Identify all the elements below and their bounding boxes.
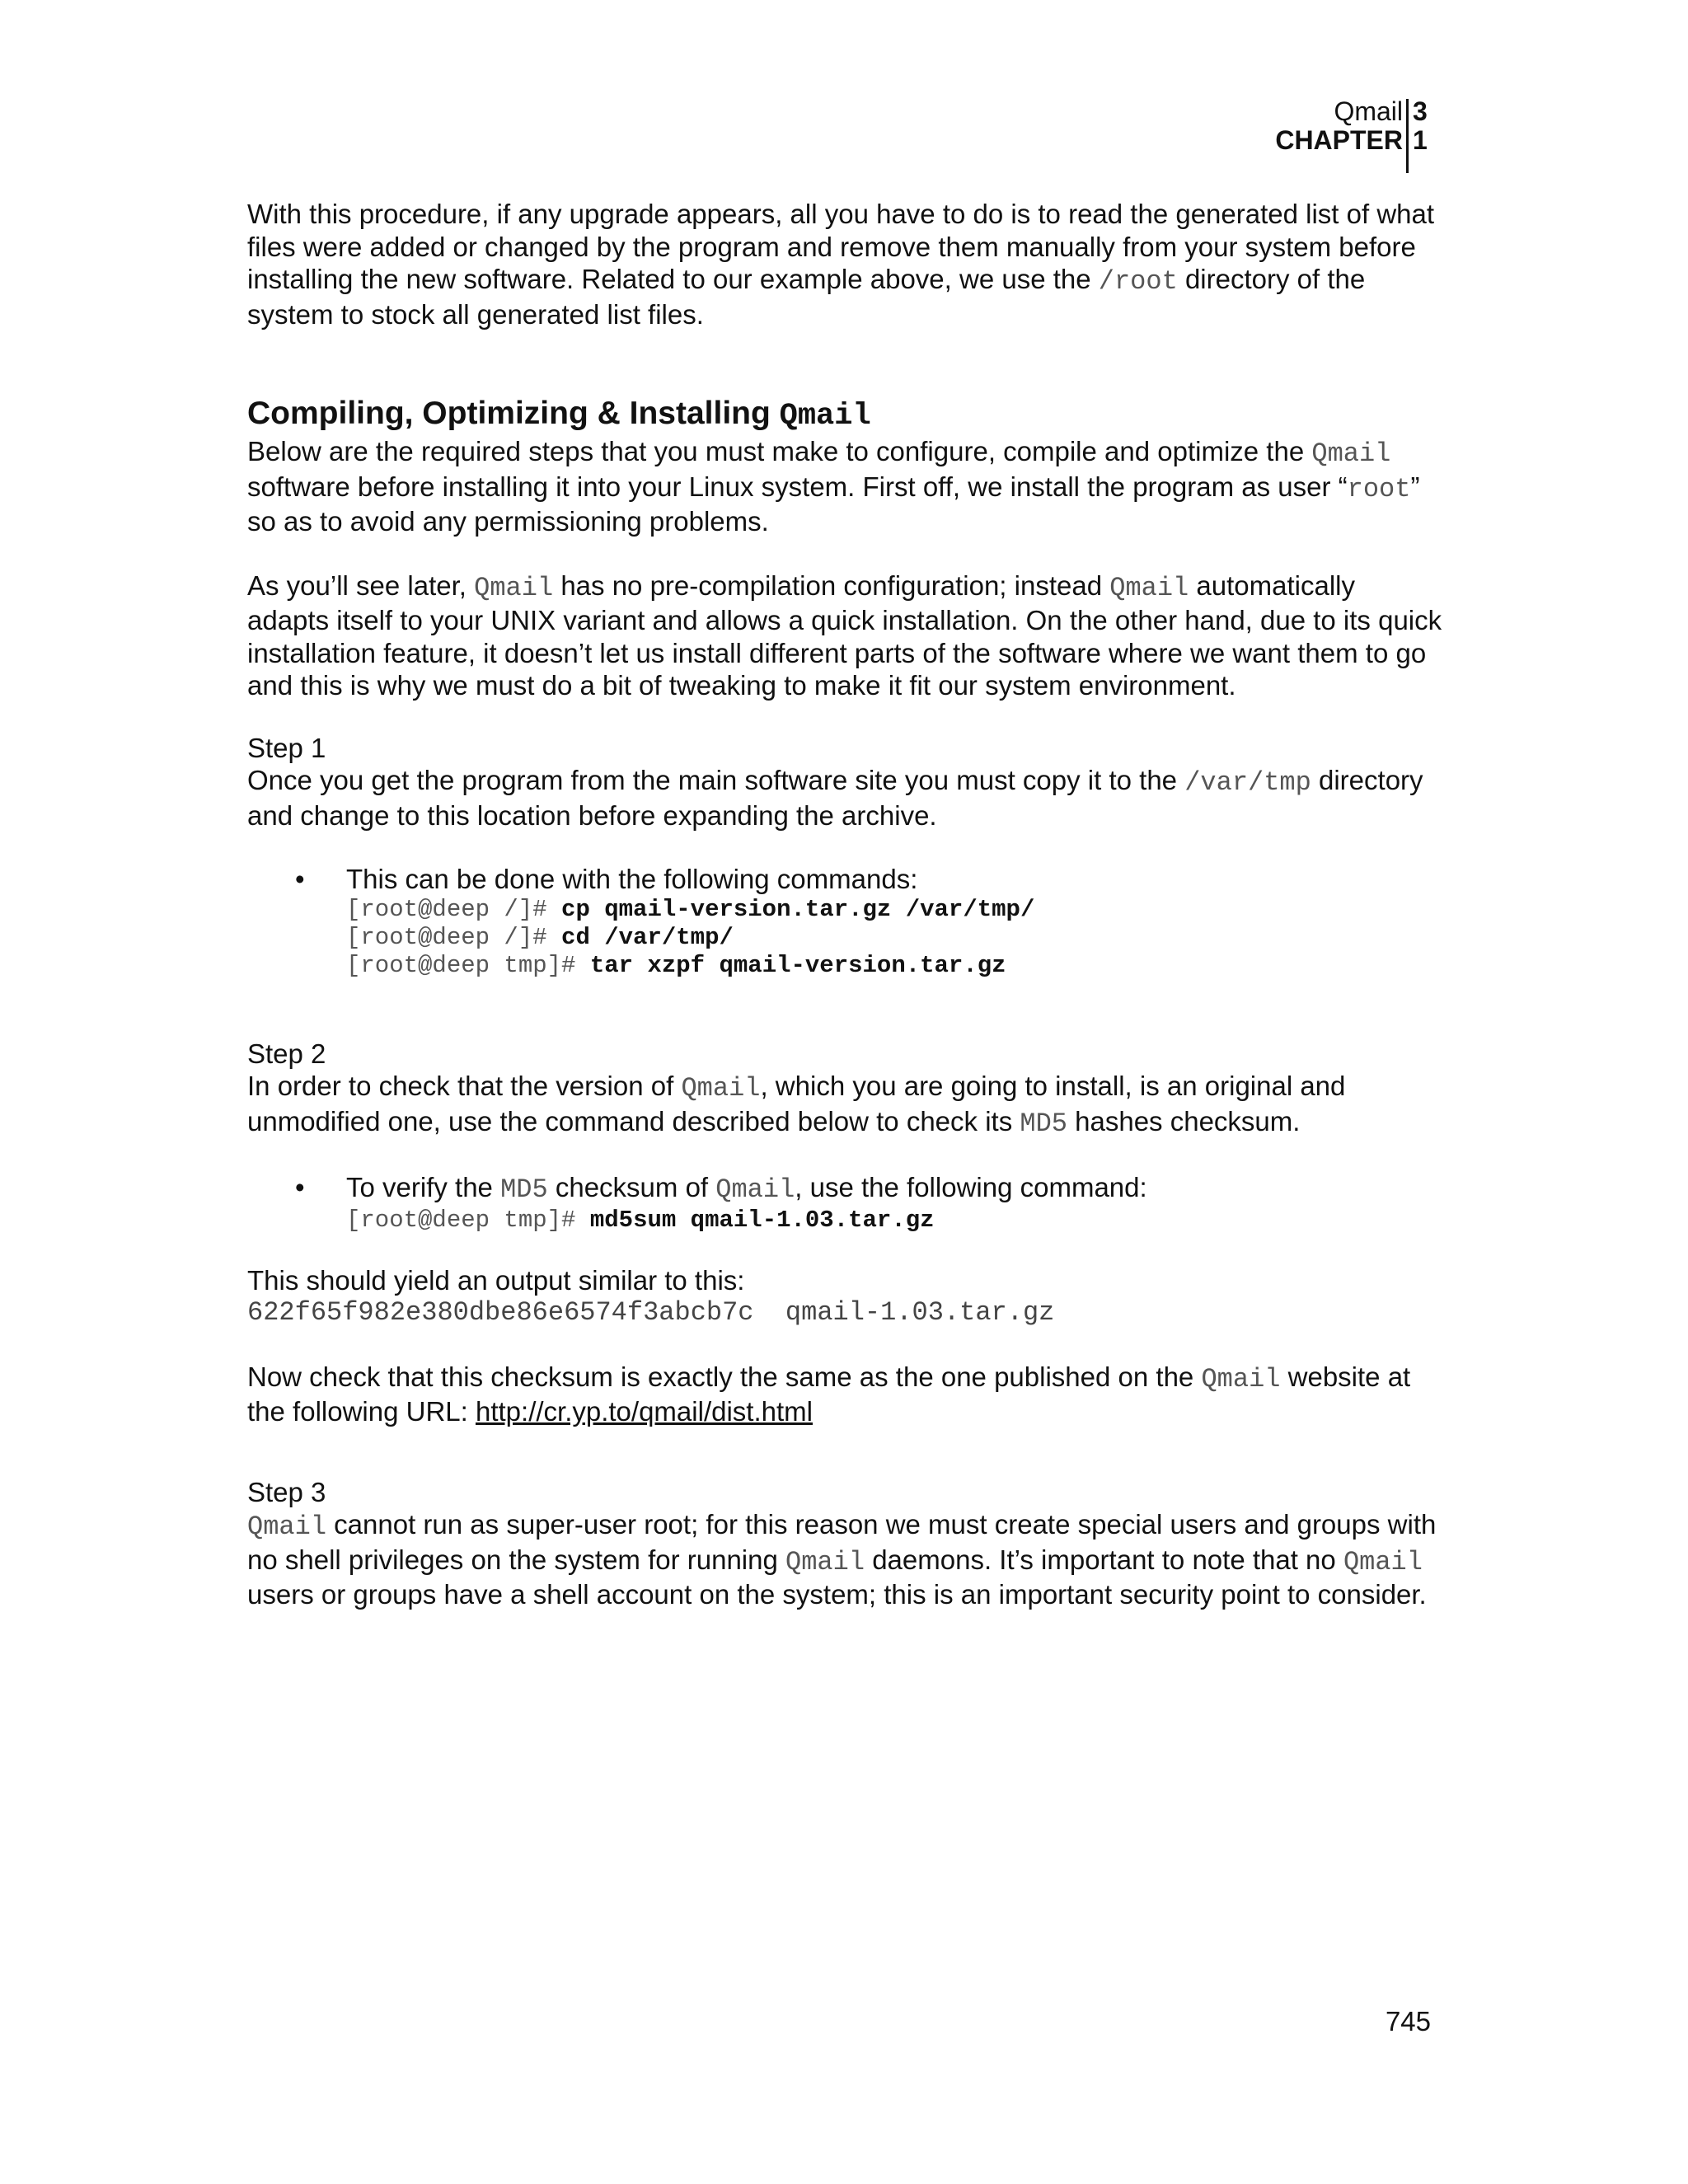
- chapter-number-top: 3: [1413, 96, 1428, 126]
- code-line: [346, 1207, 1442, 1235]
- step1-code-block: [346, 896, 1442, 980]
- checksum-output: 622f65f982e380dbe86e6574f3abcb7c qmail-1.03.tar.gz: [247, 1297, 1055, 1328]
- inline-code: Qmail: [474, 572, 554, 603]
- text: To verify the: [346, 1172, 501, 1202]
- text: cannot run as super-user root; for this reason we must create special users and groups with no shell privileges on the system for running: [247, 1509, 1437, 1575]
- inline-code: Qmail: [1343, 1546, 1423, 1577]
- inline-code: Qmail: [1201, 1363, 1281, 1394]
- text: has no pre-compilation configuration; instead: [553, 569, 1110, 601]
- section-paragraph-1: [247, 435, 1442, 538]
- code-line: [346, 896, 1442, 924]
- text: In order to check that the version of: [247, 1071, 682, 1101]
- inline-code: Qmail: [1311, 438, 1391, 469]
- header-chapter-number: [1413, 97, 1431, 155]
- inline-code: Qmail: [247, 1511, 327, 1542]
- step2-paragraph: [247, 1070, 1442, 1140]
- step1-bullet: [247, 863, 1442, 980]
- shell-prompt: [root@deep /]#: [346, 923, 562, 951]
- text: checksum of: [547, 1172, 716, 1202]
- header-chapter-label: CHAPTER: [1275, 125, 1403, 155]
- text: , which you are going to install, is an original and unmodified one, use the command described below to check its: [247, 1071, 1346, 1137]
- inline-code: /root: [1098, 266, 1178, 297]
- section-paragraph-2: [247, 569, 1442, 702]
- yield-text: This should yield an output similar to this:: [247, 1264, 745, 1296]
- header-title: Qmail: [1334, 96, 1403, 126]
- inline-code: Qmail: [1109, 572, 1189, 603]
- section-heading: [247, 395, 1442, 435]
- step1-paragraph: [247, 764, 1442, 832]
- page-number: 745: [1385, 2006, 1431, 2036]
- text: automatically adapts itself to your UNIX variant and allows a quick installation. On the other hand, due to its quick installation feature, it doesn’t let us install different parts of the software where we want them to go and this is why we must do a bit of tweaking to make it fit our system environment.: [247, 569, 1442, 701]
- bullet-text: [346, 1171, 1442, 1207]
- text: daemons. It’s important to note that no: [865, 1544, 1343, 1575]
- inline-code: /var/tmp: [1184, 767, 1311, 798]
- bullet-icon: •: [295, 864, 305, 894]
- inline-code: root: [1347, 473, 1411, 504]
- text: As you’ll see later,: [247, 569, 475, 601]
- page-body: [247, 198, 1442, 1611]
- bullet-icon: •: [295, 1172, 305, 1202]
- inline-code: Qmail: [715, 1174, 795, 1205]
- step2-code-block: [346, 1207, 1442, 1235]
- inline-code: Qmail: [785, 1546, 865, 1577]
- inline-code: MD5: [500, 1174, 548, 1205]
- chapter-number-bottom: 1: [1413, 125, 1428, 155]
- intro-paragraph: [247, 198, 1442, 330]
- inline-code: Qmail: [681, 1073, 761, 1104]
- text: website at the following URL:: [247, 1361, 1411, 1427]
- code-line: [346, 924, 1442, 952]
- text: Below are the required steps that you must make to configure, compile and optimize the: [247, 436, 1312, 466]
- step3-paragraph: [247, 1508, 1442, 1611]
- shell-prompt: [root@deep /]#: [346, 895, 562, 923]
- verify-paragraph: [247, 1361, 1442, 1428]
- step1-label: Step 1: [247, 732, 326, 763]
- step2-label: Step 2: [247, 1038, 326, 1069]
- header-labels: [1275, 97, 1403, 155]
- shell-command: cp qmail-version.tar.gz /var/tmp/: [561, 895, 1035, 923]
- text: ” so as to avoid any permissioning problems.: [247, 471, 1420, 537]
- text: users or groups have a shell account on the system; this is an important security point to consider.: [247, 1579, 1427, 1610]
- heading-code: Qmail: [779, 399, 871, 434]
- download-url-link[interactable]: http://cr.yp.to/qmail/dist.html: [475, 1396, 813, 1427]
- shell-command: cd /var/tmp/: [561, 923, 734, 951]
- shell-command: md5sum qmail-1.03.tar.gz: [589, 1206, 935, 1234]
- shell-prompt: [root@deep tmp]#: [346, 951, 590, 979]
- heading-text: Compiling, Optimizing & Installing: [247, 396, 780, 431]
- shell-prompt: [root@deep tmp]#: [346, 1206, 590, 1234]
- text: , use the following command:: [795, 1172, 1147, 1202]
- text: software before installing it into your Linux system. First off, we install the program as user “: [247, 471, 1348, 502]
- shell-command: tar xzpf qmail-version.tar.gz: [589, 951, 1006, 979]
- text: With this procedure, if any upgrade appears, all you have to do is to read the generated list of what files were added or changed by the program and remove them manually from your system before installing the new software. Related to our example above, we use the: [247, 199, 1435, 294]
- text: Once you get the program from the main software site you must copy it to the: [247, 765, 1185, 795]
- text: directory of the system to stock all generated list files.: [247, 264, 1366, 330]
- text: Now check that this checksum is exactly the same as the one published on the: [247, 1361, 1202, 1392]
- text: hashes checksum.: [1067, 1105, 1301, 1137]
- bullet-text: This can be done with the following commands:: [346, 864, 918, 894]
- code-line: [346, 952, 1442, 980]
- step3-label: Step 3: [247, 1476, 326, 1507]
- step2-bullet: [247, 1171, 1442, 1235]
- running-header: [1184, 97, 1431, 173]
- text: directory and change to this location before expanding the archive.: [247, 765, 1423, 831]
- header-divider: [1406, 99, 1409, 173]
- inline-code: MD5: [1020, 1108, 1067, 1139]
